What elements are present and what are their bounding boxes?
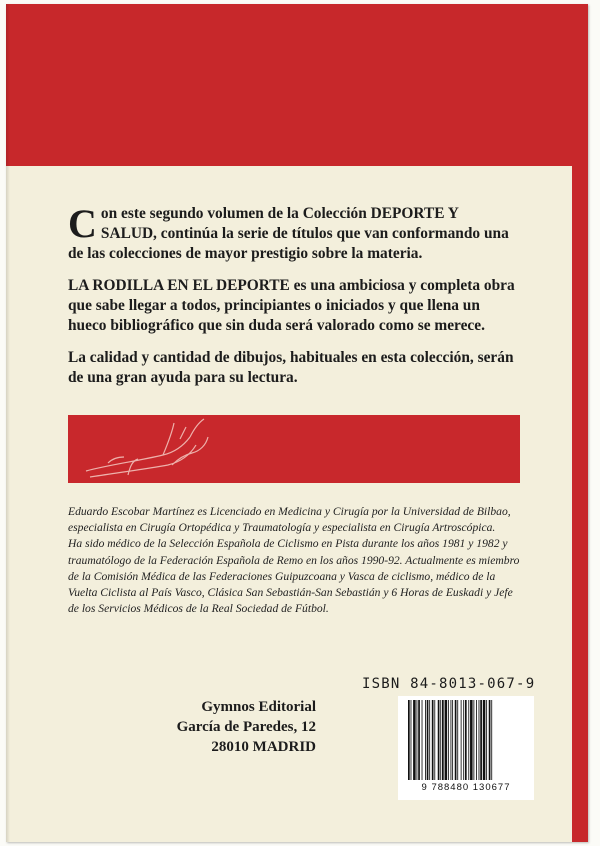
spine-edge [6, 4, 10, 842]
publisher-address [166, 697, 316, 757]
side-red-band [572, 4, 588, 842]
author-bio-paragraph-1: Eduardo Escobar Martínez es Licenciado en Medicina y Cirugía por la Universidad de Bilbao, especialista en Cirugía Ortopédica y Traumatología y especialista en Cirugía Artroscópica. [68, 505, 511, 535]
isbn-label: ISBN 84-8013-067-9 [362, 676, 536, 692]
intro-paragraph-3: La calidad y cantidad de dibujos, habituales en esta colección, serán de una gran ayuda para su lectura. [68, 349, 514, 386]
knee-drawing-icon [68, 415, 520, 483]
top-red-band [6, 4, 588, 166]
intro-paragraph-2: LA RODILLA EN EL DEPORTE es una ambiciosa y completa obra que sabe llegar a todos, principiantes o iniciados y que llena un hueco bibliográfico que sin duda será valorado como se merece. [68, 277, 515, 334]
publisher-city: 28010 MADRID [211, 739, 316, 755]
book-back-cover [6, 4, 588, 842]
intro-text [68, 201, 518, 400]
barcode-bars-icon [406, 700, 526, 782]
intro-paragraph-1 [68, 201, 518, 264]
knee-illustration-band [68, 415, 520, 483]
author-bio-paragraph-2: Ha sido médico de la Selección Española de Ciclismo en Pista durante los años 1981 y 1982 y traumatólogo de la Federación Española de Remo en los años 1990-92. Actualmente es miembro de la Comisión Médica de las Federaciones Guipuzcoana y Vasca de ciclismo, médico de la Vuelta Ciclista al País Vasco, Clásica San Sebastián-San Sebastián y 6 Horas de Euskadi y Jefe de los Servicios Médicos de la Real Sociedad de Fútbol. [68, 537, 520, 616]
barcode-number: 9 788480 130677 [421, 782, 511, 793]
publisher-name: Gymnos Editorial [201, 699, 316, 715]
intro-paragraph-1-text: on este segundo volumen de la Colección DEPORTE Y SALUD, continúa la serie de títulos que van conformando una de las colecciones de mayor prestigio sobre la materia. [68, 205, 509, 262]
drop-cap: C [68, 201, 97, 246]
publisher-street: García de Paredes, 12 [176, 719, 316, 735]
author-bio [68, 504, 524, 617]
barcode [398, 696, 534, 800]
